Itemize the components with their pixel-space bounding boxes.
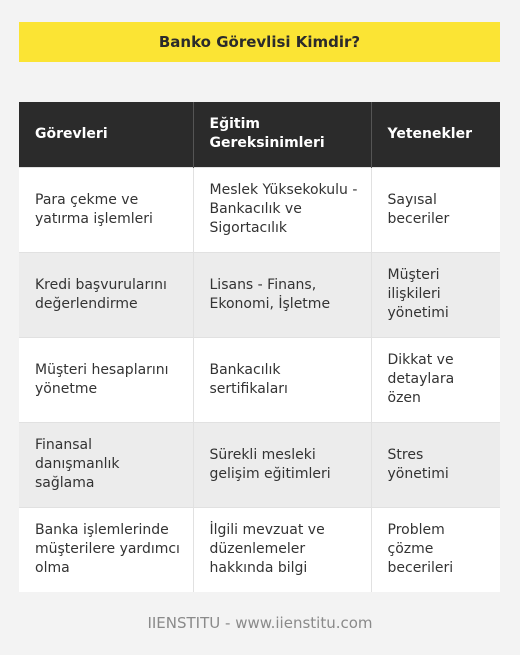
table-cell: Bankacılık sertifikaları <box>193 337 371 422</box>
table-row <box>19 337 500 422</box>
footer-credit: IIENSTITU - www.iienstitu.com <box>147 614 373 632</box>
info-table <box>19 102 500 592</box>
column-header-duties: Görevleri <box>19 102 193 167</box>
table-row <box>19 507 500 592</box>
table-cell: Finansal danışmanlık sağlama <box>19 422 193 507</box>
table-cell: Sayısal beceriler <box>371 167 500 252</box>
table-row <box>19 422 500 507</box>
table-cell: Dikkat ve detaylara özen <box>371 337 500 422</box>
table-cell: Problem çözme becerileri <box>371 507 500 592</box>
table-cell: Para çekme ve yatırma işlemleri <box>19 167 193 252</box>
table-cell: Banka işlemlerinde müşterilere yardımcı olma <box>19 507 193 592</box>
table-row <box>19 167 500 252</box>
table-cell: Kredi başvurularını değerlendirme <box>19 252 193 337</box>
column-header-skills: Yetenekler <box>371 102 500 167</box>
table-cell: Müşteri hesaplarını yönetme <box>19 337 193 422</box>
title-banner <box>19 22 500 62</box>
table-header-row <box>19 102 500 167</box>
page-title: Banko Görevlisi Kimdir? <box>158 33 361 51</box>
table-cell: Müşteri ilişkileri yönetimi <box>371 252 500 337</box>
table-cell: Meslek Yüksekokulu - Bankacılık ve Sigortacılık <box>193 167 371 252</box>
table-cell: İlgili mevzuat ve düzenlemeler hakkında bilgi <box>193 507 371 592</box>
table-cell: Lisans - Finans, Ekonomi, İşletme <box>193 252 371 337</box>
table-cell: Sürekli mesleki gelişim eğitimleri <box>193 422 371 507</box>
table-row <box>19 252 500 337</box>
table-cell: Stres yönetimi <box>371 422 500 507</box>
column-header-education: Eğitim Gereksinimleri <box>193 102 371 167</box>
